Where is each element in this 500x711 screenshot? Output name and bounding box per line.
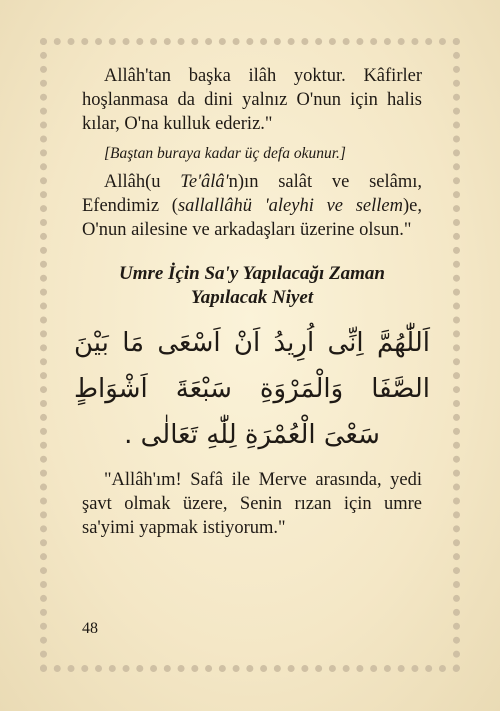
salawat-part2-italic: Te'âlâ' xyxy=(180,172,229,192)
paragraph-declaration: Allâh'tan başka ilâh yoktur. Kâfirler hoşlanmasa da dini yalnız O'nun için halis kılar, O'na kulluk ederiz." xyxy=(82,66,422,134)
recitation-note: [Baştan buraya kadar üç defa okunur.] xyxy=(104,145,346,162)
page-number: 48 xyxy=(82,620,98,637)
paragraph-salawat xyxy=(82,170,422,242)
page-content xyxy=(74,64,430,540)
salawat-part3: n)ın salât ve selâmı, Efendimiz ( xyxy=(82,172,422,216)
heading-line-1: Umre İçin Sa'y Yapılacağı Zaman xyxy=(118,263,386,284)
paragraph-translation: "Allâh'ım! Safâ ile Merve arasında, yedi şavt olmak üzere, Senin rızan için umre sa'yimi yapmak istiyorum." xyxy=(82,470,422,538)
arabic-dua: اَللّٰهُمَّ اِنِّى اُرِيدُ اَنْ اَسْعَى مَا بَيْنَ الصَّفَا وَالْمَرْوَةِ سَبْعَةَ اَشْوَاطٍ سَعْىَ الْعُمْرَةِ لِلّٰهِ تَعَالٰى . xyxy=(74,328,430,450)
salawat-part5: )e, O'nun ailesine ve arkadaşları üzerine olsun." xyxy=(82,196,422,240)
heading-line-2: Yapılacak Niyet xyxy=(190,287,314,308)
section-heading xyxy=(82,262,422,310)
salawat-part4-italic: sallallâhü 'aleyhi ve sellem xyxy=(177,196,403,216)
salawat-part1: Allâh(u xyxy=(104,172,181,192)
